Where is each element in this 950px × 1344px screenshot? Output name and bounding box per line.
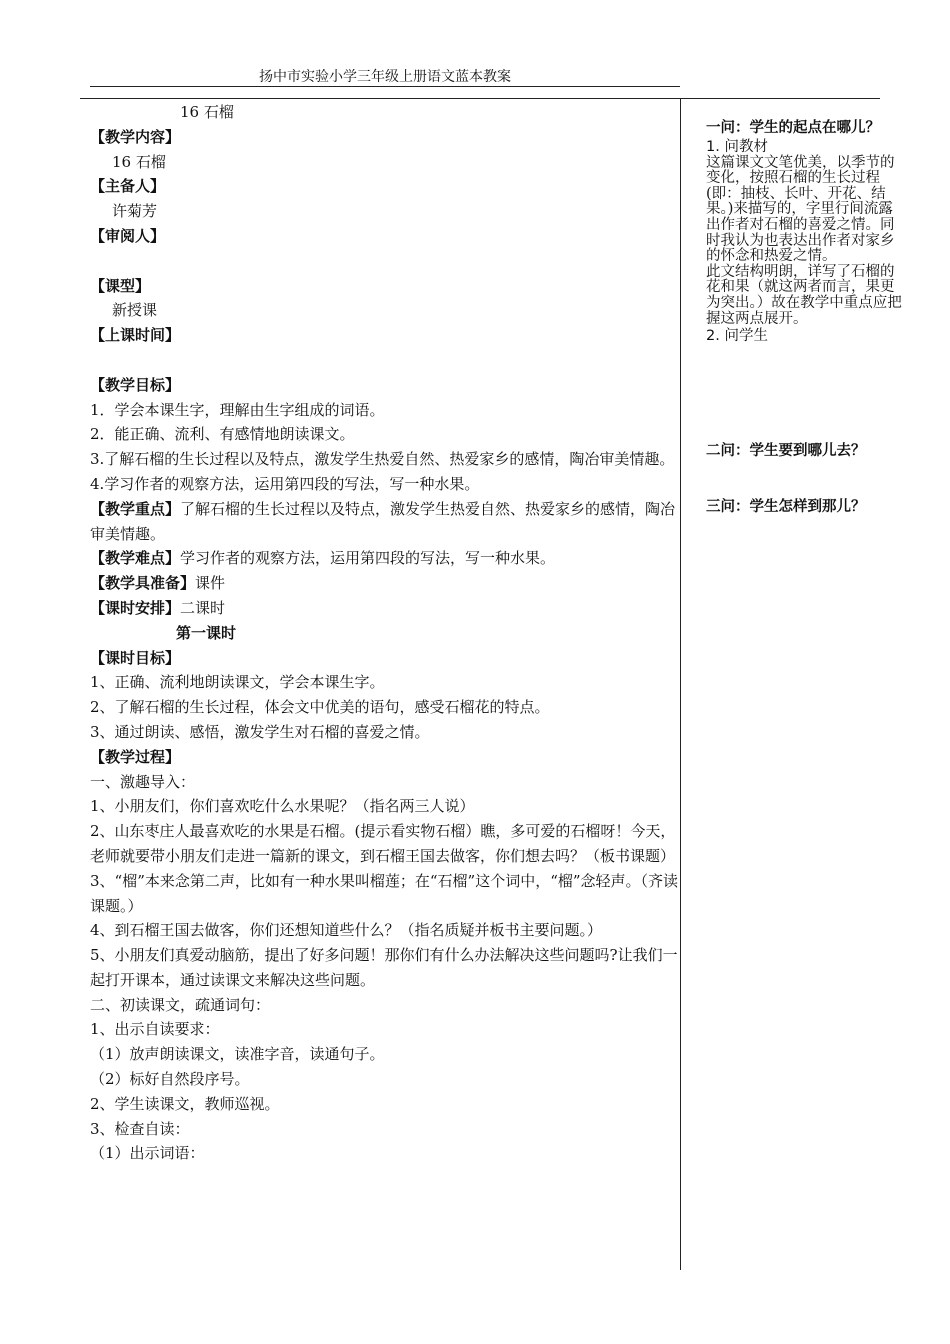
schedule-line — [90, 596, 682, 621]
difficulty-label: 【教学难点】 — [90, 549, 181, 568]
question-three-heading: 三问：学生怎样到那儿？ — [706, 498, 866, 515]
goal-item: 3.了解石榴的生长过程以及特点，激发学生热爱自然、热爱家乡的感情，陶冶审美情趣。 — [90, 450, 675, 469]
time-label: 【上课时间】 — [90, 326, 181, 345]
content-label: 【教学内容】 — [90, 127, 181, 146]
process-step: 4、到石榴王国去做客，你们还想知道些什么？（指名质疑并板书主要问题。） — [90, 921, 603, 940]
process-step: 一、激趣导入： — [90, 772, 196, 791]
process-step: 3、“榴”本来念第二声，比如有一种水果叫榴莲；在“石榴”这个词中，“榴”念轻声。（齐读课题。） — [90, 871, 679, 915]
goal-item: 4.学习作者的观察方法，运用第四段的写法，写一种水果。 — [90, 474, 480, 493]
reviewer-label: 【审阅人】 — [90, 226, 166, 245]
lesson-goal-item: 2、了解石榴的生长过程，体会文中优美的语句，感受石榴花的特点。 — [90, 698, 550, 717]
process-step: 2、学生读课文，教师巡视。 — [90, 1094, 280, 1113]
question-two-heading: 二问：学生要到哪儿去？ — [706, 442, 866, 459]
goals-label: 【教学目标】 — [90, 375, 181, 394]
schedule-text: 二课时 — [180, 598, 226, 617]
difficulty-text: 学习作者的观察方法，运用第四段的写法，写一种水果。 — [180, 549, 556, 568]
goal-item: 1．学会本课生字，理解由生字组成的词语。 — [90, 400, 385, 419]
content-value: 16 石榴 — [112, 152, 166, 171]
table-top-border — [80, 98, 880, 99]
key-label: 【教学重点】 — [90, 499, 181, 518]
lesson-goal-item: 3、通过朗读、感悟，激发学生对石榴的喜爱之情。 — [90, 722, 430, 741]
process-step: （1）出示词语： — [90, 1144, 205, 1163]
tools-line — [90, 571, 682, 596]
key-point — [90, 497, 682, 547]
header-rule — [90, 86, 680, 87]
question-one-item-students: 2. 问学生 — [706, 328, 768, 345]
process-label: 【教学过程】 — [90, 747, 181, 766]
question-one-paragraph: 此文结构明朗，详写了石榴的花和果（就这两者而言，果更为突出。）故在教学中重点应把握这两点展开。 — [706, 263, 902, 327]
preparer-value: 许菊芳 — [112, 202, 158, 221]
lesson-plan-main-column — [90, 100, 682, 1166]
tools-text: 课件 — [195, 574, 226, 593]
question-one-paragraph: 这篇课文文笔优美，以季节的变化，按照石榴的生长过程(即：抽枝、长叶、开花、结果。)来描写的，字里行间流露出作者对石榴的喜爱之情。同时我认为也表达出作者对家乡的怀念和热爱之情。 — [706, 154, 895, 265]
process-step: （2）标好自然段序号。 — [90, 1070, 250, 1089]
process-step: 3、检查自读： — [90, 1119, 190, 1138]
process-step: 二、初读课文，疏通词句： — [90, 995, 271, 1014]
question-one-item-textbook: 1. 问教材 — [706, 139, 768, 155]
process-step: 1、出示自读要求： — [90, 1020, 220, 1039]
process-step: （1）放声朗读课文，读准字音，读通句子。 — [90, 1045, 385, 1064]
type-label: 【课型】 — [90, 276, 151, 295]
type-value: 新授课 — [112, 301, 158, 320]
key-text: 了解石榴的生长过程以及特点，激发学生热爱自然、热爱家乡的感情，陶冶审美情趣。 — [90, 499, 676, 543]
first-lesson-heading: 第一课时 — [176, 623, 237, 642]
process-step: 1、小朋友们，你们喜欢吃什么水果呢？（指名两三人说） — [90, 797, 475, 816]
tools-label: 【教学具准备】 — [90, 574, 196, 593]
lesson-title: 16 石榴 — [180, 103, 234, 121]
goal-item: 2．能正确、流利、有感情地朗读课文。 — [90, 425, 355, 444]
difficulty-point — [90, 546, 682, 571]
question-one-heading: 一问：学生的起点在哪儿？ — [706, 120, 880, 136]
process-step: 2、山东枣庄人最喜欢吃的水果是石榴。(提示看实物石榴）瞧，多可爱的石榴呀！今天，老师就要带小朋友们走进一篇新的课文，到石榴王国去做客，你们想去吗？（板书课题） — [90, 822, 676, 865]
preparer-label: 【主备人】 — [90, 177, 166, 196]
process-step: 5、小朋友们真爱动脑筋，提出了好多问题！那你们有什么办法解决这些问题吗?让我们一起打开课本，通过读课文来解决这些问题。 — [90, 946, 678, 989]
lesson-goals-label: 【课时目标】 — [90, 648, 181, 667]
lesson-goal-item: 1、正确、流利地朗读课文，学会本课生字。 — [90, 673, 385, 692]
blank-line — [90, 249, 682, 274]
schedule-label: 【课时安排】 — [90, 598, 181, 617]
blank-line — [90, 348, 682, 373]
reflection-side-column — [706, 118, 902, 517]
document-header: 扬中市实验小学三年级上册语文蓝本教案 — [259, 69, 511, 85]
